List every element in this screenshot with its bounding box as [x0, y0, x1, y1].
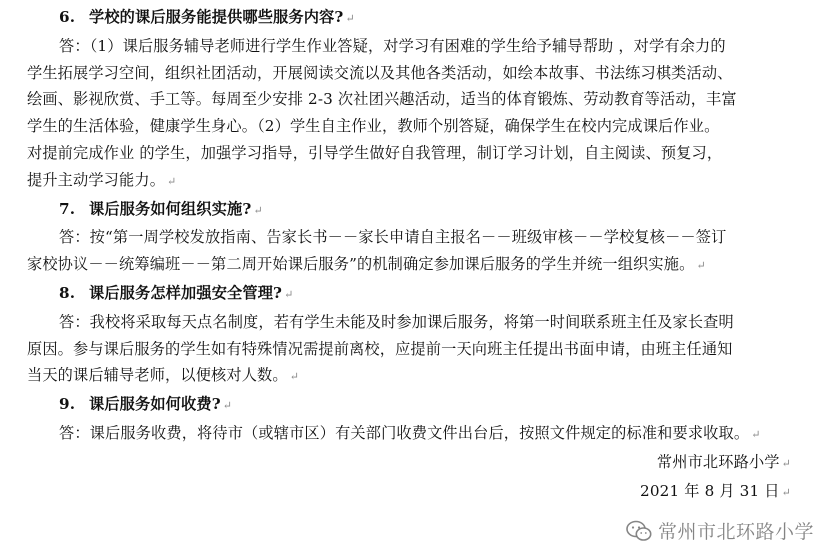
question-9 — [27, 391, 794, 420]
question-number: 9. — [59, 395, 76, 414]
question-7 — [27, 196, 794, 225]
answer-line: 家校协议－－统筹编班－－第二周开始课后服务”的机制确定参加课后服务的学生并统一组织实施。 ↵ — [27, 255, 706, 274]
answer-line: 答：按“第一周学校发放指南、告家长书－－家长申请自主报名－－班级审核－－学校复核－－签订 — [59, 228, 727, 247]
question-number: 7. — [59, 199, 76, 218]
answer-line: 原因。参与课后服务的学生如有特殊情况需提前离校，应提前一天向班主任提出书面申请，由班主任通知 — [27, 339, 733, 358]
answer-line: 提升主动学习能力。 ↵ — [27, 170, 177, 189]
watermark-text: 常州市北环路小学 — [657, 521, 814, 543]
paragraph-mark: ↵ — [222, 399, 233, 413]
question-8 — [27, 280, 794, 309]
paragraph-mark: ↵ — [781, 485, 791, 499]
signature-date: 2021 年 8 月 31 日 ↵ — [640, 481, 791, 500]
question-text: 学校的课后服务能提供哪些服务内容? — [89, 8, 344, 26]
wechat-icon — [626, 520, 652, 542]
answer-line: 绘画、影视欣赏、手工等。每周至少安排 2-3 次社团兴趣活动，适当的体育锻炼、劳动教育等活动，丰富 — [27, 90, 737, 109]
paragraph-mark: ↵ — [781, 456, 791, 470]
signature-org: 常州市北环路小学 ↵ — [656, 452, 791, 471]
answer-line: 答：我校将采取每天点名制度，若有学生未能及时参加课后服务，将第一时间联系班主任及家长查明 — [59, 312, 734, 331]
answer-line: 学生拓展学习空间，组织社团活动，开展阅读交流以及其他各类活动，如绘本故事、书法练习棋类活动、 — [27, 63, 733, 82]
question-text: 课后服务怎样加强安全管理? — [89, 283, 283, 302]
paragraph-mark: ↵ — [751, 427, 761, 441]
question-text: 课后服务如何收费? — [89, 395, 221, 414]
paragraph-mark: ↵ — [345, 12, 355, 25]
question-number: 8. — [59, 283, 76, 302]
paragraph-mark: ↵ — [696, 259, 706, 273]
answer-line: 当天的课后辅导老师，以便核对人数。 ↵ — [27, 366, 300, 385]
answer-line: 答：（1）课后服务辅导老师进行学生作业答疑，对学习有困难的学生给予辅导帮助 ，对学有余力的 — [59, 36, 726, 55]
answer-line: 学生的生活体验，健康学生身心。（2）学生自主作业，教师个别答疑，确保学生在校内完成课后作业。 — [27, 117, 720, 136]
paragraph-mark: ↵ — [167, 174, 177, 188]
question-text: 课后服务如何组织实施? — [89, 199, 252, 218]
watermark — [626, 517, 814, 544]
paragraph-mark: ↵ — [289, 370, 300, 384]
answer-line: 答：课后服务收费，将待市（或辖市区）有关部门收费文件出台后，按照文件规定的标准和要求收取。 ↵ — [59, 423, 761, 442]
paragraph-mark: ↵ — [253, 203, 263, 217]
paragraph-mark: ↵ — [284, 287, 294, 301]
question-number: 6. — [59, 8, 76, 26]
answer-line: 对提前完成作业 的学生，加强学习指导，引导学生做好自我管理，制订学习计划，自主阅读、预复习， — [27, 143, 723, 162]
question-6 — [27, 4, 794, 33]
